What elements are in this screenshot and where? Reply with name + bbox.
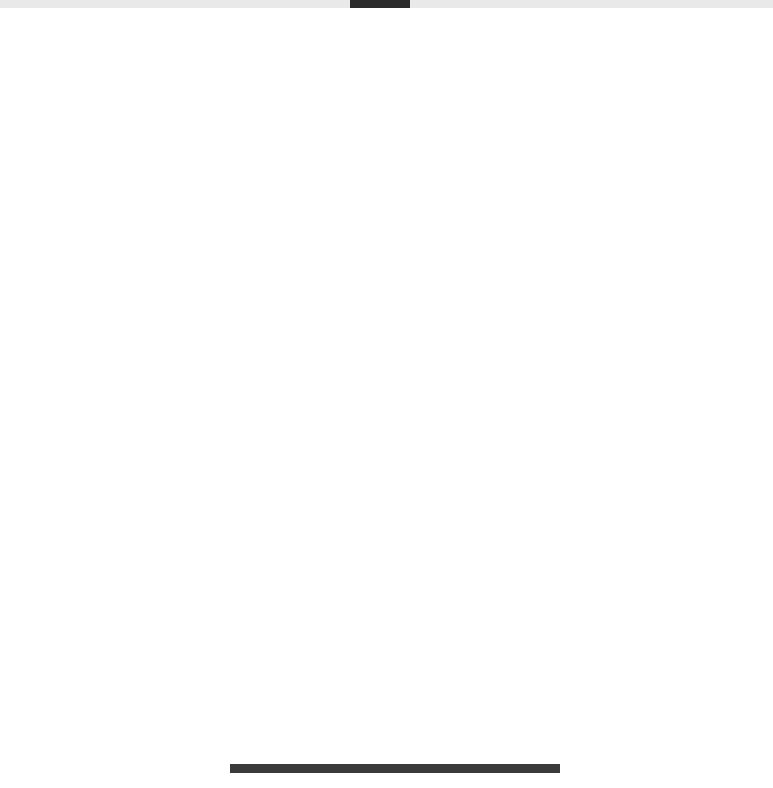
document-header	[46, 32, 740, 54]
document-page	[8, 8, 770, 788]
star-border-top	[28, 8, 752, 24]
browser-top-bar	[0, 0, 773, 8]
download-tab[interactable]	[350, 0, 410, 8]
page-cutoff-bar	[230, 764, 560, 773]
